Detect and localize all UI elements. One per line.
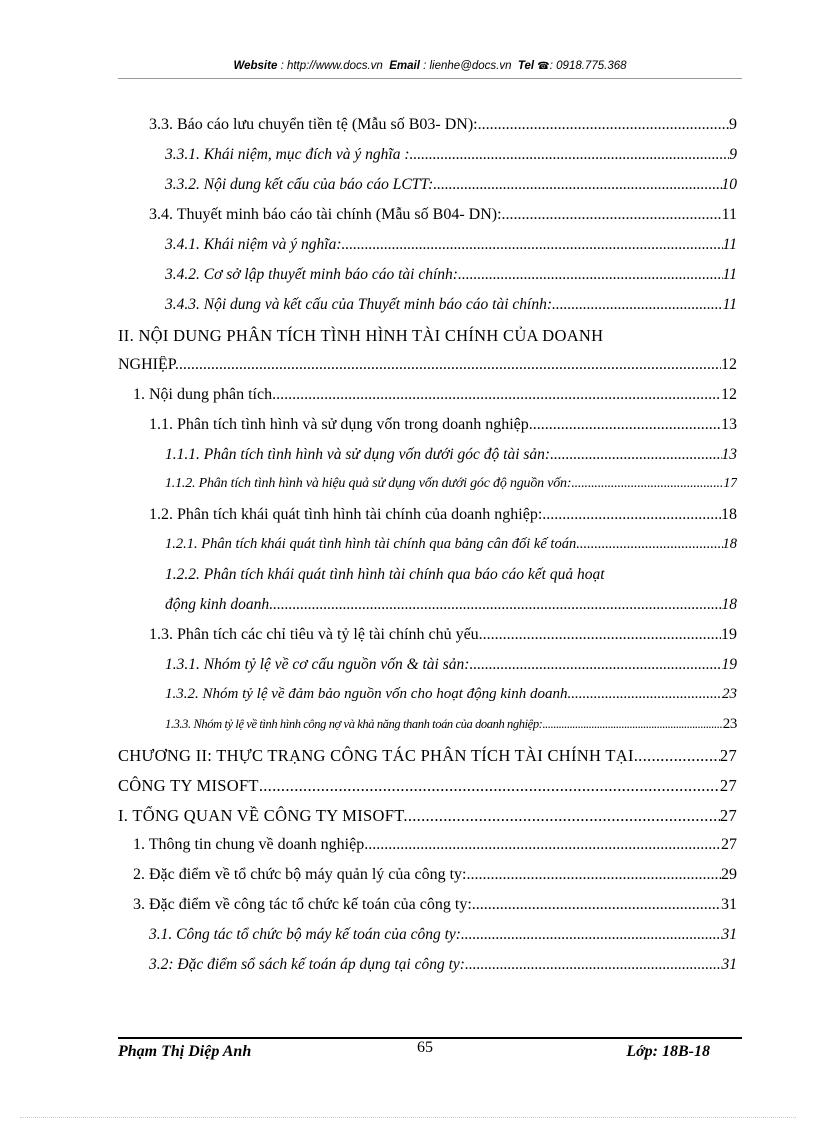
toc-entry[interactable] [149,116,737,134]
tel-label: Tel [517,60,535,72]
toc-entry-page: 9 [729,146,737,163]
toc-leader [269,596,721,614]
toc-leader [533,416,721,434]
toc-leader [466,866,721,884]
toc-entry-page: 31 [721,926,737,943]
toc-entry-page: 11 [722,296,737,313]
page-edge-divider [20,1117,796,1118]
toc-entry[interactable] [149,506,737,524]
toc-entry-page: 10 [721,176,737,193]
toc-entry-page: 27 [719,806,737,825]
toc-entry-title: 3.3.1. Khái niệm, mục đích và ý nghĩa : [165,146,410,163]
toc-entry-page: 13 [721,446,737,463]
toc-leader [408,806,720,826]
website-label: Website [233,60,278,72]
header-rule [118,78,742,79]
toc-leader [478,116,729,134]
toc-entry[interactable] [133,896,737,914]
toc-entry[interactable] [165,266,737,284]
toc-entry-page: 18 [721,596,737,613]
toc-entry[interactable] [165,446,737,464]
toc-entry-title: 1.2.1. Phân tích khái quát tình hình tài chính qua bảng cân đối kế toán [165,536,577,552]
class-label: Lớp: 18B-18 [626,1043,710,1060]
toc-entry[interactable] [165,686,737,703]
toc-leader [634,746,720,766]
toc-entry-title: 3.4.2. Cơ sở lập thuyết minh báo cáo tài chính: [165,266,458,283]
toc-entry-title: CHƯƠNG II: THỰC TRẠNG CÔNG TÁC PHÂN TÍCH TÀI CHÍNH TẠI [118,746,634,765]
toc-entry-page: 23 [722,716,737,732]
toc-entry[interactable] [118,806,737,826]
toc-entry[interactable] [149,626,737,644]
toc-entry[interactable] [165,146,737,164]
toc-entry[interactable] [149,926,737,944]
toc-entry-title: 1.3.1. Nhóm tỷ lệ về cơ cấu nguồn vốn & tài sản: [165,656,470,673]
toc-entry-title: 1.1.2. Phân tích tình hình và hiệu quả sử dụng vốn dưới góc độ nguồn vốn: [165,476,572,491]
toc-entry[interactable] [165,236,737,254]
toc-leader [576,536,722,553]
toc-leader [552,296,723,314]
toc-entry-title: 1.3.3. Nhóm tỷ lệ về tình hình công nợ và khả năng thanh toán của doanh nghiệp: [165,717,543,731]
toc-leader [368,836,721,854]
toc-entry-title: 3. Đặc điểm về công tác tổ chức kế toán của công ty: [133,896,472,913]
toc-entry[interactable] [165,176,737,194]
toc-entry[interactable] [165,656,737,674]
toc-leader [342,236,723,254]
toc-entry-title: 3.4.1. Khái niệm và ý nghĩa: [165,236,342,253]
toc-entry[interactable] [133,866,737,884]
toc-entry-title: 3.1. Công tác tổ chức bộ máy kế toán của công ty: [149,926,461,943]
toc-leader [179,356,721,374]
toc-entry[interactable] [149,956,737,974]
toc-entry-title: 1.1. Phân tích tình hình và sử dụng vốn trong doanh nghiệp. [149,416,533,433]
toc-leader [483,626,721,644]
toc-entry[interactable] [118,746,737,766]
toc-entry-page: 19 [721,626,737,643]
website-value: : http://www.docs.vn [280,60,383,72]
toc-entry-title: 3.3.2. Nội dung kết cấu của báo cáo LCTT: [165,176,434,193]
toc-entry-title[interactable]: II. NỘI DUNG PHÂN TÍCH TÌNH HÌNH TÀI CHÍNH CỦA DOANH [118,326,604,345]
toc-entry-title: 3.4.3. Nội dung và kết cấu của Thuyết minh báo cáo tài chính: [165,296,553,313]
toc-entry[interactable] [165,476,737,492]
toc-entry-title[interactable]: 1.2.2. Phân tích khái quát tình hình tài chính qua báo cáo kết quả hoạt [165,566,605,583]
toc-entry[interactable] [149,416,737,434]
toc-entry-page: 13 [721,416,737,433]
toc-entry-title: 1.2. Phân tích khái quát tình hình tài chính của doanh nghiệp: [149,506,543,523]
toc-entry-title: NGHIỆP. [118,356,179,373]
toc-leader [550,446,721,464]
toc-leader [571,476,723,492]
toc-leader [542,506,721,524]
toc-entry-page: 12 [721,356,737,373]
toc-entry-title: 3.4. Thuyết minh báo cáo tài chính (Mẫu số B04- DN): [149,206,502,223]
toc-entry-page: 11 [722,266,737,283]
phone-icon: ☎ [537,61,550,72]
toc-leader [567,686,722,703]
toc-entry-page: 31 [721,896,737,913]
toc-leader [502,206,722,224]
toc-leader [542,717,722,732]
toc-entry-page: 17 [723,476,737,491]
toc-entry-page: 9 [729,116,737,133]
toc-entry[interactable] [165,596,737,614]
toc-entry-title: 1.1.1. Phân tích tình hình và sử dụng vốn dưới góc độ tài sản: [165,446,551,463]
toc-entry-page: 19 [721,656,737,673]
toc-leader [433,176,721,194]
toc-entry[interactable] [149,206,737,224]
toc-entry[interactable] [165,536,737,553]
toc-leader [259,776,720,796]
toc-entry[interactable] [118,776,737,796]
toc-leader [472,896,721,914]
toc-leader [272,386,721,404]
toc-entry[interactable] [133,836,737,854]
toc-entry[interactable] [165,296,737,314]
tel-value: : 0918.775.368 [549,60,627,72]
page-number: 65 [417,1039,433,1056]
toc-entry-page: 11 [721,206,737,223]
toc-entry-title: 1. Thông tin chung về doanh nghiệp. [133,836,369,853]
toc-entry-page: 29 [721,866,737,883]
toc-entry-title: I. TỔNG QUAN VỀ CÔNG TY MISOFT. [118,806,408,825]
toc-entry[interactable] [133,386,737,404]
toc-entry-page: 31 [721,956,737,973]
toc-entry-page: 11 [722,236,737,253]
toc-entry-title: động kinh doanh [165,596,270,613]
toc-leader [461,926,722,944]
email-value: : lienhe@docs.vn [423,60,512,72]
toc-entry-page: 27 [719,776,737,795]
toc-entry-title: 3.2: Đặc điểm sổ sách kế toán áp dụng tại công ty: [149,956,465,973]
toc-entry[interactable] [118,356,737,374]
toc-entry-page: 12 [721,386,737,403]
toc-leader [410,146,730,164]
toc-entry-page: 23 [722,686,737,702]
author-name: Phạm Thị Diệp Anh [118,1043,252,1060]
toc-entry-title: 1.3.2. Nhóm tỷ lệ về đảm bảo nguồn vốn cho hoạt động kinh doanh [165,686,568,702]
toc-leader [465,956,722,974]
toc-entry-page: 27 [719,746,737,765]
toc-entry-title: 1.3. Phân tích các chỉ tiêu và tỷ lệ tài chính chủ yếu. [149,626,483,643]
toc-entry-page: 27 [721,836,737,853]
email-label: Email [389,60,420,72]
toc-entry-page: 18 [721,506,737,523]
toc-leader [469,656,721,674]
toc-entry-title: 3.3. Báo cáo lưu chuyển tiền tệ (Mẫu số B03- DN): [149,116,478,133]
toc-entry-title: CÔNG TY MISOFT [118,776,259,795]
toc-entry-title: 1. Nội dung phân tích [133,386,273,403]
page-header [118,60,742,72]
toc-leader [458,266,723,284]
toc-entry[interactable] [165,716,737,733]
toc-entry-title: 2. Đặc điểm về tổ chức bộ máy quản lý của công ty: [133,866,467,883]
toc-entry-page: 18 [722,536,737,552]
